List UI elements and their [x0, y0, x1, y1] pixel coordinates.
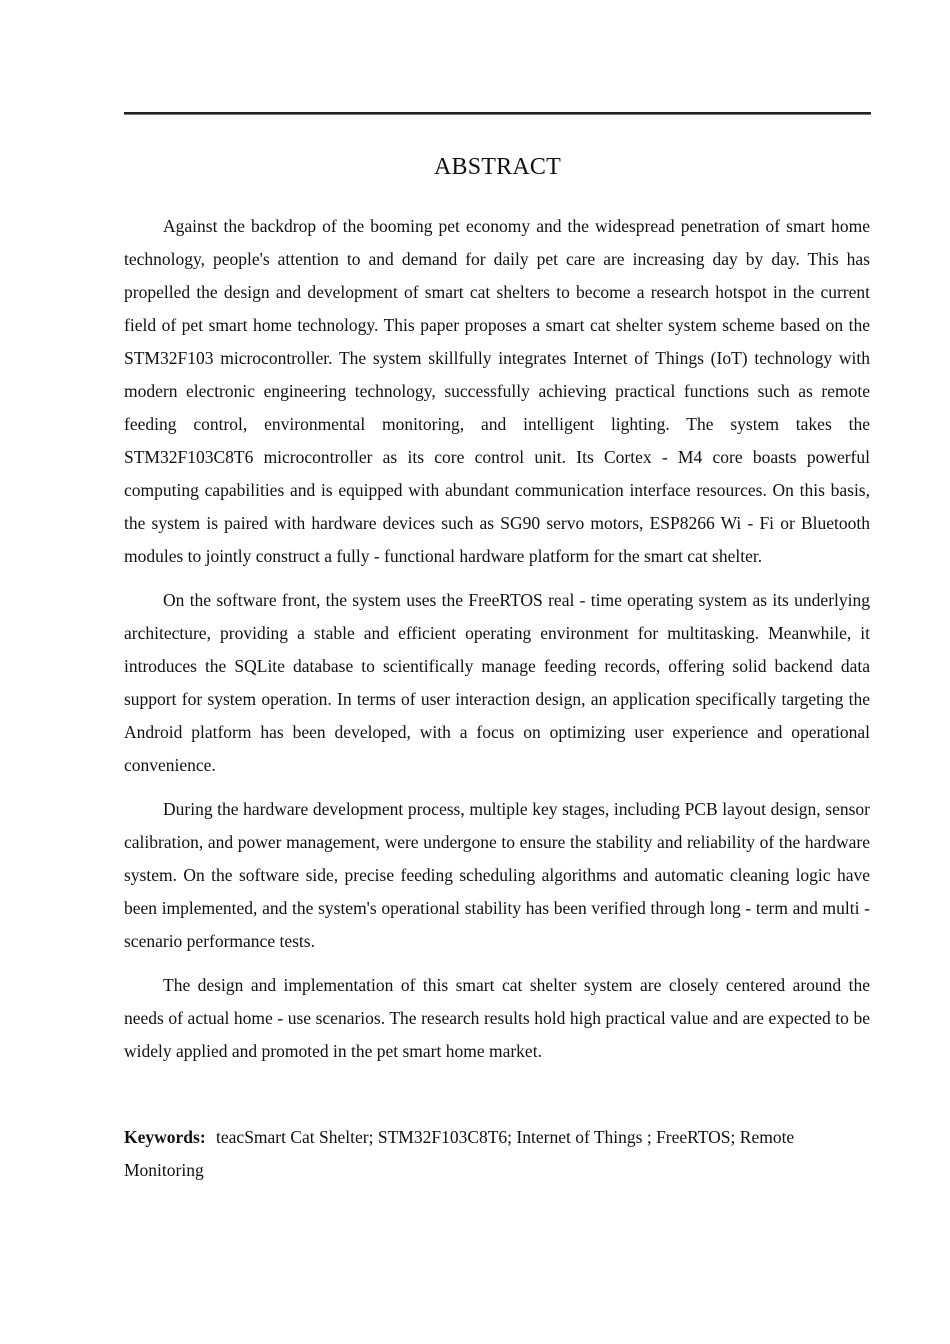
- header-rule: [124, 112, 871, 115]
- abstract-paragraph-2: On the software front, the system uses the FreeRTOS real - time operating system as its underlying architecture, providing a stable and efficient operating environment for multitasking. Meanwhile, it introduces the SQLite database to scientifically manage feeding records, offering solid backend data support for system operation. In terms of user interaction design, an application specifically targeting the Android platform has been developed, with a focus on optimizing user experience and operational convenience.: [124, 590, 870, 775]
- abstract-paragraph-1: Against the backdrop of the booming pet economy and the widespread penetration of smart home technology, people's attention to and demand for daily pet care are increasing day by day. This has propelled the design and development of smart cat shelters to become a research hotspot in the current field of pet smart home technology. This paper proposes a smart cat shelter system scheme based on the STM32F103 microcontroller. The system skillfully integrates Internet of Things (IoT) technology with modern electronic engineering technology, successfully achieving practical functions such as remote feeding control, environmental monitoring, and intelligent lighting. The system takes the STM32F103C8T6 microcontroller as its core control unit. Its Cortex - M4 core boasts powerful computing capabilities and is equipped with abundant communication interface resources. On this basis, the system is paired with hardware devices such as SG90 servo motors, ESP8266 Wi - Fi or Bluetooth modules to jointly construct a fully - functional hardware platform for the smart cat shelter.: [124, 216, 870, 566]
- abstract-title: ABSTRACT: [434, 154, 561, 180]
- abstract-body: [124, 210, 870, 1079]
- abstract-paragraph-3: During the hardware development process, multiple key stages, including PCB layout design, sensor calibration, and power management, were undergone to ensure the stability and reliability of the hardware system. On the software side, precise feeding scheduling algorithms and automatic cleaning logic have been implemented, and the system's operational stability has been verified through long - term and multi - scenario performance tests.: [124, 799, 870, 951]
- keywords-text: teacSmart Cat Shelter; STM32F103C8T6; Internet of Things ; FreeRTOS; Remote Monitoring: [124, 1127, 795, 1180]
- keywords-label: Keywords:: [124, 1127, 206, 1147]
- keywords-line: [124, 1121, 870, 1187]
- abstract-paragraph-4: The design and implementation of this smart cat shelter system are closely centered around the needs of actual home - use scenarios. The research results hold high practical value and are expected to be widely applied and promoted in the pet smart home market.: [124, 975, 870, 1061]
